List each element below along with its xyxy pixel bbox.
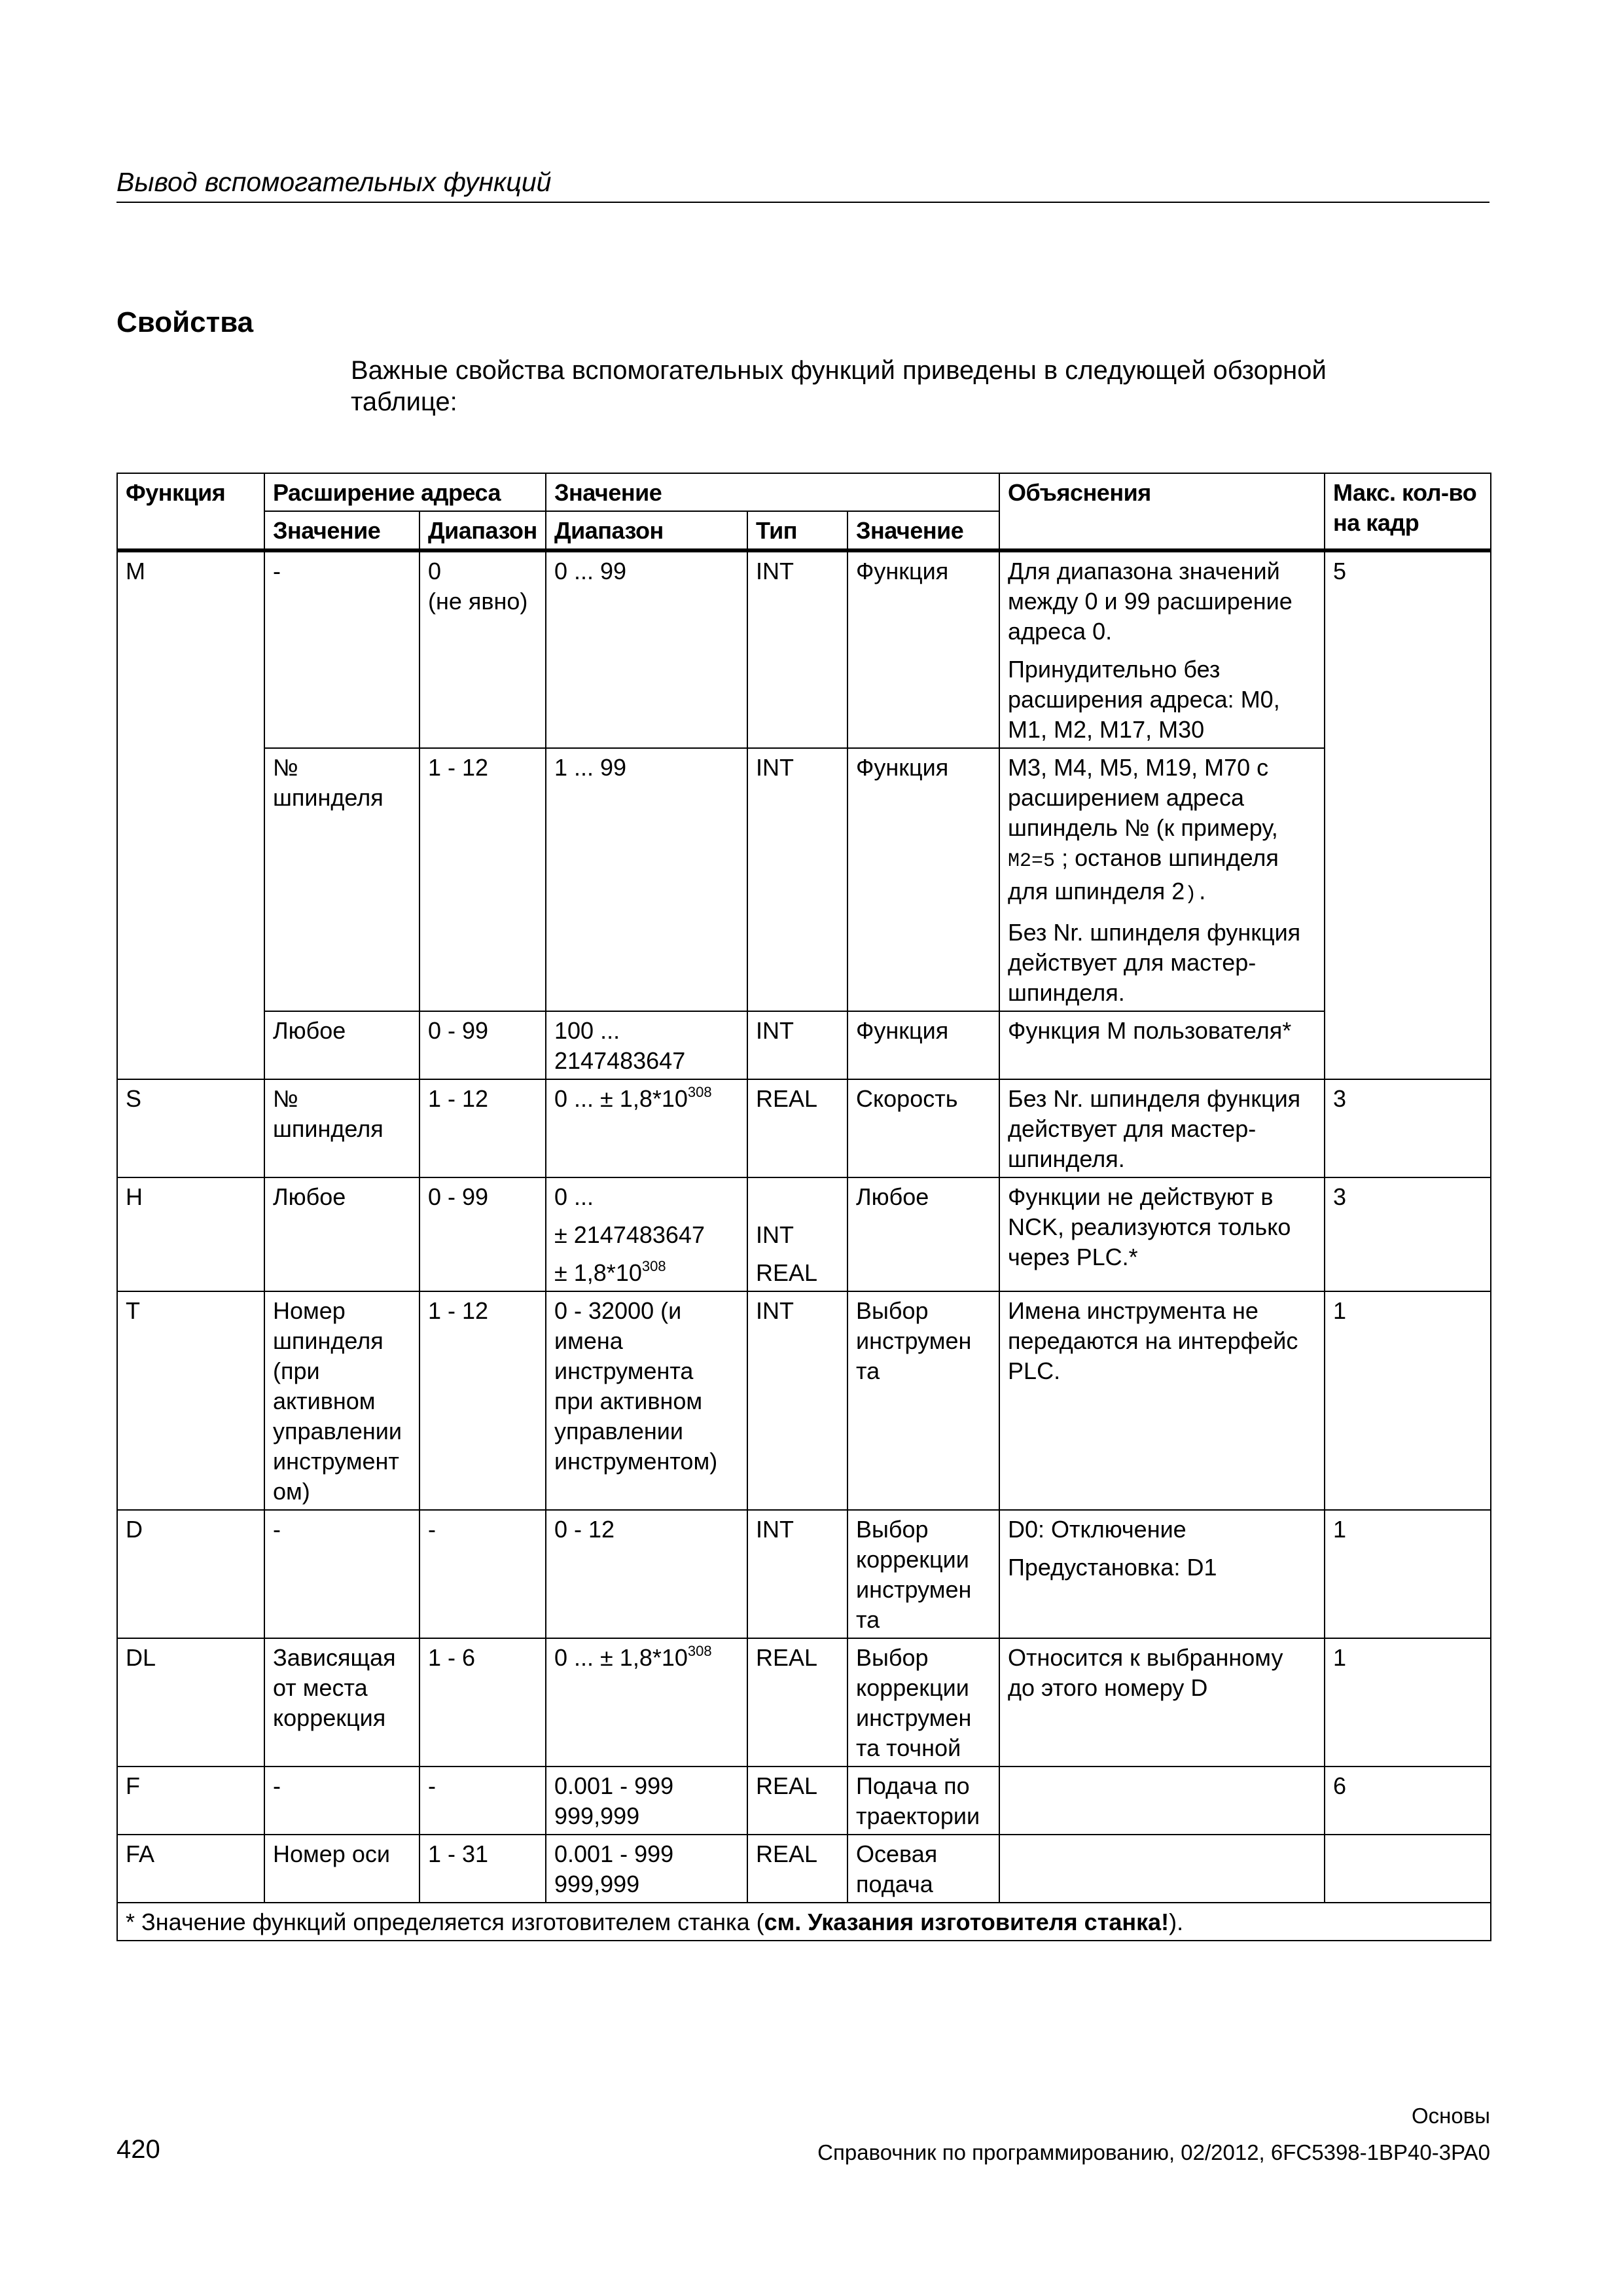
cell-ae-value: Номер оси (264, 1835, 419, 1903)
range-exponent: 308 (641, 1258, 666, 1274)
code-example: M2=5 (1008, 850, 1056, 872)
explanation-text: M3, M4, M5, M19, M70 с расширением адреса шпиндель № (к примеру, (1008, 754, 1278, 841)
cell-function: D (117, 1510, 264, 1638)
explanation-text: ). (1185, 884, 1209, 906)
subheader-ae-range: Диапазон (419, 511, 546, 550)
cell-range: 0.001 - 999 999,999 (546, 1835, 747, 1903)
cell-ae-range-note: (не явно) (428, 588, 528, 615)
cell-function: DL (117, 1638, 264, 1767)
footnote-text: * Значение функций определяется изготовителем станка ( (126, 1909, 764, 1935)
explanation-paragraph: Для диапазона значений между 0 и 99 расширение адреса 0. (1008, 558, 1293, 645)
cell-type: INT (747, 1510, 847, 1638)
cell-meaning: Осевая подача (847, 1835, 999, 1903)
range-text: 0 ... ± 1,8*10 (554, 1644, 688, 1671)
cell-meaning: Подача по траектории (847, 1767, 999, 1835)
cell-explanation: Относится к выбранному до этого номеру D (999, 1638, 1325, 1767)
cell-ae-value: Любое (264, 1177, 419, 1291)
explanation-paragraph: Предустановка: D1 (1008, 1554, 1217, 1581)
subheader-value-range: Диапазон (546, 511, 747, 550)
cell-ae-value: - (264, 1767, 419, 1835)
type-line (756, 1182, 839, 1212)
col-header-function: Функция (117, 473, 264, 550)
cell-max: 3 (1325, 1079, 1491, 1177)
table-row (117, 1291, 1491, 1510)
cell-range: 0.001 - 999 999,999 (546, 1767, 747, 1835)
cell-ae-range: 1 - 12 (419, 748, 546, 1011)
header-rule (116, 202, 1489, 203)
cell-max: 3 (1325, 1177, 1491, 1291)
cell-ae-value: - (264, 1510, 419, 1638)
cell-ae-range: 1 - 12 (419, 1079, 546, 1177)
table-row (117, 1835, 1491, 1903)
cell-type: INT (747, 550, 847, 748)
table-footnote-row (117, 1903, 1491, 1941)
table-footnote (117, 1903, 1491, 1941)
cell-ae-range: - (419, 1510, 546, 1638)
range-text: 0 ... ± 1,8*10 (554, 1085, 688, 1112)
cell-function: FA (117, 1835, 264, 1903)
cell-meaning: Выбор коррекции инструмен та (847, 1510, 999, 1638)
cell-explanation (999, 1767, 1325, 1835)
cell-type: INT (747, 1011, 847, 1079)
subheader-value-type: Тип (747, 511, 847, 550)
cell-type: REAL (747, 1835, 847, 1903)
range-exponent: 308 (687, 1643, 712, 1659)
cell-ae-value: Номер шпинделя (при активном управлении инструмент ом) (264, 1291, 419, 1510)
cell-function: S (117, 1079, 264, 1177)
cell-explanation: Имена инструмента не передаются на интерфейс PLC. (999, 1291, 1325, 1510)
cell-function: M (117, 550, 264, 1079)
cell-type: INT (747, 1291, 847, 1510)
table-row (117, 1079, 1491, 1177)
cell-ae-value: № шпинделя (264, 748, 419, 1011)
col-header-max-per-block: Макс. кол-во на кадр (1325, 473, 1491, 550)
cell-range: 1 ... 99 (546, 748, 747, 1011)
cell-max (1325, 1835, 1491, 1903)
cell-meaning: Функция (847, 1011, 999, 1079)
cell-meaning: Выбор коррекции инструмен та точной (847, 1638, 999, 1767)
cell-explanation: Функция M пользователя* (999, 1011, 1325, 1079)
cell-meaning: Любое (847, 1177, 999, 1291)
footnote-reference: см. Указания изготовителя станка! (764, 1909, 1169, 1935)
col-header-value: Значение (546, 473, 999, 511)
explanation-text: ; останов шпинделя для шпинделя 2 (1008, 844, 1279, 905)
table-row (117, 748, 1491, 1011)
cell-max: 6 (1325, 1767, 1491, 1835)
cell-ae-value: № шпинделя (264, 1079, 419, 1177)
table-header-row (117, 473, 1491, 511)
subheader-value-meaning: Значение (847, 511, 999, 550)
type-line: REAL (756, 1259, 818, 1286)
cell-ae-range (419, 550, 546, 748)
cell-ae-range: 1 - 31 (419, 1835, 546, 1903)
cell-max: 1 (1325, 1291, 1491, 1510)
col-header-address-ext: Расширение адреса (264, 473, 546, 511)
col-header-explanation: Объяснения (999, 473, 1325, 550)
cell-ae-value: - (264, 550, 419, 748)
table-row (117, 1638, 1491, 1767)
cell-max: 5 (1325, 550, 1491, 1079)
subheader-ae-value: Значение (264, 511, 419, 550)
cell-range: 100 ... 2147483647 (546, 1011, 747, 1079)
cell-ae-range: 0 - 99 (419, 1011, 546, 1079)
cell-range: 0 - 12 (546, 1510, 747, 1638)
cell-explanation (999, 748, 1325, 1011)
table-row (117, 1177, 1491, 1291)
cell-max: 1 (1325, 1510, 1491, 1638)
range-line: ± 2147483647 (554, 1221, 705, 1248)
cell-type: REAL (747, 1079, 847, 1177)
cell-range (546, 1079, 747, 1177)
table-row (117, 1767, 1491, 1835)
range-line (554, 1258, 739, 1288)
section-heading: Свойства (116, 306, 254, 338)
explanation-paragraph (1008, 753, 1316, 910)
range-text: ± 1,8*10 (554, 1259, 642, 1286)
cell-max: 1 (1325, 1638, 1491, 1767)
running-header: Вывод вспомогательных функций (116, 167, 552, 197)
cell-range (546, 1638, 747, 1767)
page-number: 420 (116, 2135, 160, 2164)
cell-range (546, 1177, 747, 1291)
range-line: 0 ... (554, 1183, 594, 1210)
footnote-text: ). (1169, 1909, 1184, 1935)
cell-explanation (999, 550, 1325, 748)
cell-type (747, 1177, 847, 1291)
cell-range: 0 ... 99 (546, 550, 747, 748)
range-exponent: 308 (687, 1084, 712, 1100)
explanation-paragraph: D0: Отключение (1008, 1516, 1186, 1543)
table-row (117, 550, 1491, 748)
cell-explanation: Функции не действуют в NCK, реализуются только через PLC.* (999, 1177, 1325, 1291)
cell-explanation: Без Nr. шпинделя функция действует для мастер-шпинделя. (999, 1079, 1325, 1177)
cell-ae-range: - (419, 1767, 546, 1835)
cell-ae-range: 0 - 99 (419, 1177, 546, 1291)
properties-table (116, 473, 1491, 1941)
cell-ae-value: Зависящая от места коррекция (264, 1638, 419, 1767)
cell-ae-range: 1 - 12 (419, 1291, 546, 1510)
cell-meaning: Скорость (847, 1079, 999, 1177)
table-row (117, 1510, 1491, 1638)
cell-function: F (117, 1767, 264, 1835)
cell-function: T (117, 1291, 264, 1510)
cell-ae-range-line: 0 (428, 558, 442, 584)
cell-type: INT (747, 748, 847, 1011)
cell-function: H (117, 1177, 264, 1291)
cell-meaning: Функция (847, 748, 999, 1011)
table-row (117, 1011, 1491, 1079)
footer-reference: Справочник по программированию, 02/2012, 6FC5398-1BP40-3PA0 (817, 2140, 1490, 2164)
cell-meaning: Выбор инструмен та (847, 1291, 999, 1510)
cell-type: REAL (747, 1638, 847, 1767)
cell-ae-range: 1 - 6 (419, 1638, 546, 1767)
explanation-paragraph: Принудительно без расширения адреса: M0, M1, M2, M17, M30 (1008, 656, 1280, 743)
cell-type: REAL (747, 1767, 847, 1835)
cell-explanation (999, 1510, 1325, 1638)
cell-ae-value: Любое (264, 1011, 419, 1079)
cell-meaning: Функция (847, 550, 999, 748)
cell-range: 0 - 32000 (и имена инструмента при активном управлении инструментом) (546, 1291, 747, 1510)
explanation-paragraph: Без Nr. шпинделя функция действует для мастер-шпинделя. (1008, 919, 1301, 1006)
type-line: INT (756, 1221, 794, 1248)
cell-explanation (999, 1835, 1325, 1903)
intro-paragraph: Важные свойства вспомогательных функций приведены в следующей обзорной таблице: (351, 356, 1327, 416)
footer-label: Основы (1412, 2104, 1490, 2128)
